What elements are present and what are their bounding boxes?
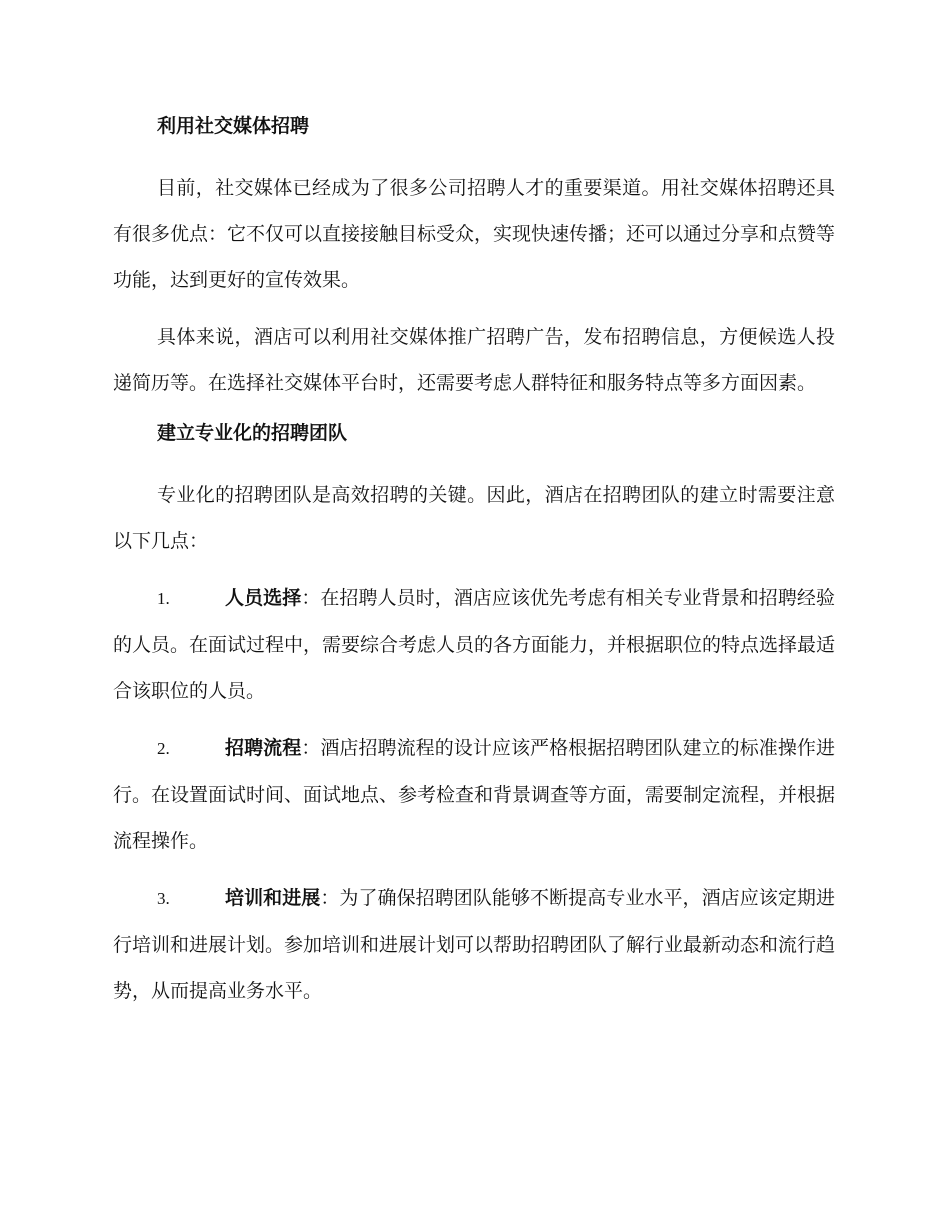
list-item-title: 招聘流程 [225,737,302,759]
list-item [113,575,835,714]
list-item-text: ：为了确保招聘团队能够不断提高专业水平，酒店应该定期进行培训和进展计划。参加培训和进展计划可以帮助招聘团队了解行业最新动态和流行趋势，从而提高业务水平。 [113,887,836,1002]
list-item-title: 培训和进展 [225,887,321,909]
list-item-title: 人员选择 [225,587,302,609]
list-number: 3. [157,889,170,908]
list-number: 2. [157,739,170,758]
paragraph: 专业化的招聘团队是高效招聘的关键。因此，酒店在招聘团队的建立时需要注意以下几点： [113,484,835,552]
paragraph: 具体来说，酒店可以利用社交媒体推广招聘广告，发布招聘信息，方便候选人投递简历等。在选择社交媒体平台时，还需要考虑人群特征和服务特点等多方面因素。 [113,326,835,394]
document-content [113,110,835,1025]
list-item-text: ：酒店招聘流程的设计应该严格根据招聘团队建立的标准操作进行。在设置面试时间、面试地点、参考检查和背景调查等方面，需要制定流程，并根据流程操作。 [113,737,836,852]
list-item [113,725,835,864]
list-number: 1. [157,589,170,608]
list-item-text: ：在招聘人员时，酒店应该优先考虑有相关专业背景和招聘经验的人员。在面试过程中，需要综合考虑人员的各方面能力，并根据职位的特点选择最适合该职位的人员。 [113,587,836,702]
paragraph: 目前，社交媒体已经成为了很多公司招聘人才的重要渠道。用社交媒体招聘还具有很多优点：它不仅可以直接接触目标受众，实现快速传播；还可以通过分享和点赞等功能，达到更好的宣传效果。 [113,177,836,291]
list-item [113,875,835,1014]
section-heading-social-media: 利用社交媒体招聘 [157,115,310,137]
section-heading-recruiting-team: 建立专业化的招聘团队 [157,422,348,444]
